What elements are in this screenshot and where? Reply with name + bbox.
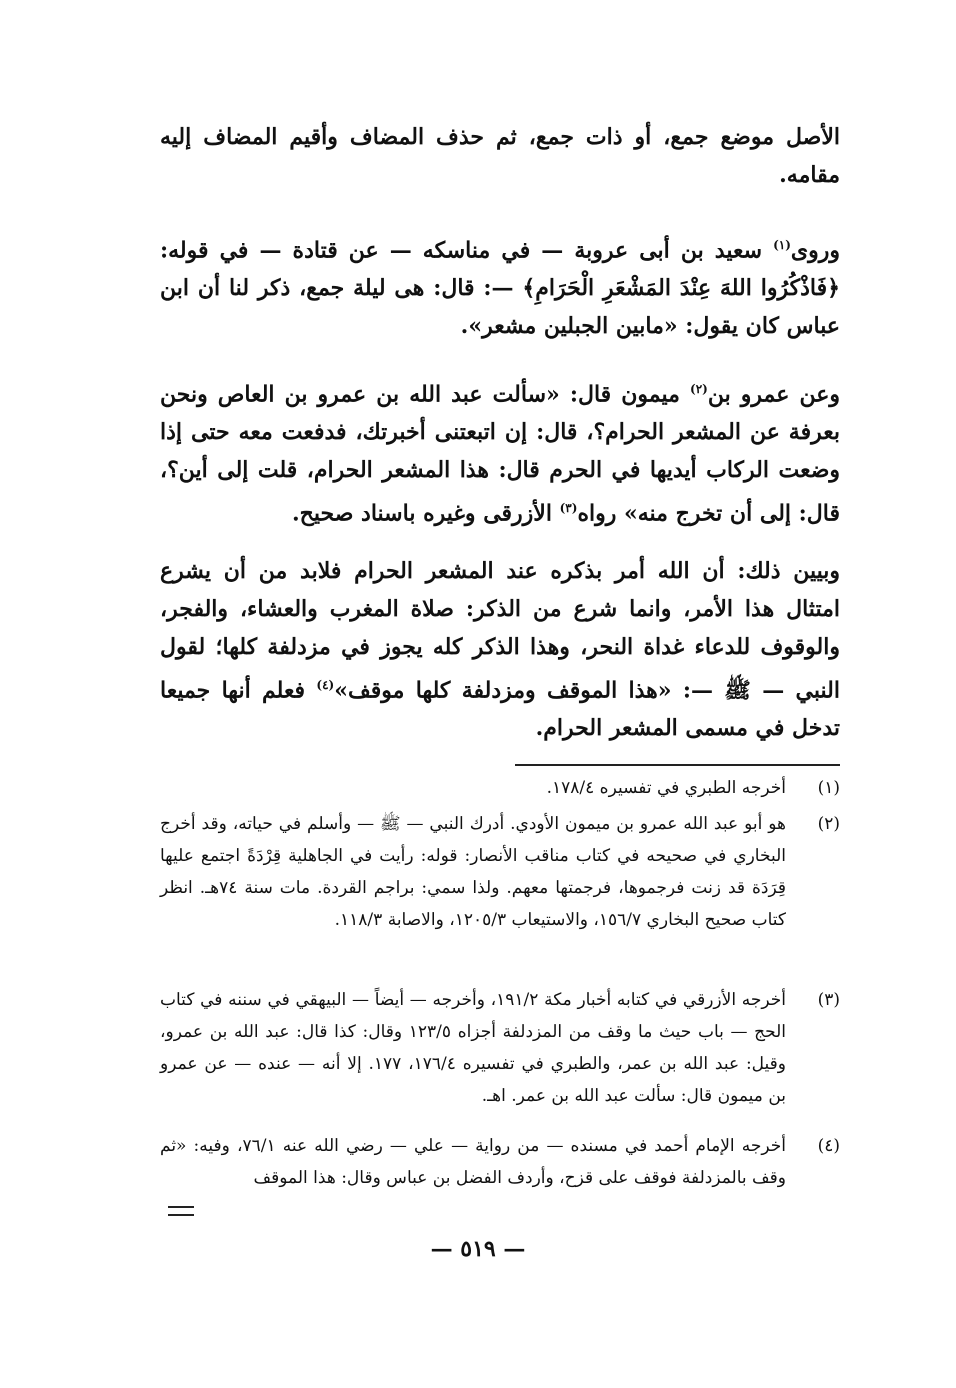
footnote-4 [160, 1130, 840, 1194]
paragraph-4-text-a: وبيين ذلك: أن الله أمر بذكره عند المشعر الحرام فلابد من أن يشرع امتثال هذا الأمر، وانما شرع من الذكر: صلاة المغرب والعشاء، والفجر، والوقوف للدعاء غداة النحر، وهذا الذكر كله يجوز في مزدلفة كلها؛ لقول النبي — ﷺ —: «هذا الموقف ومزدلفة كلها موقف» [160, 558, 840, 704]
footnote-ref-1[interactable]: (١) [773, 238, 791, 252]
footnote-text: هو أبو عبد الله عمرو بن ميمون الأودي. أدرك النبي — ﷺ — وأسلم في حياته، وقد أخرج البخاري في صحيحه في كتاب مناقب الأنصار: قوله: رأيت في الجاهلية قِرْدَةً اجتمع عليها قِرَدَة قد زنت فرجموها، فرجمتها معهم. ولذا سمي: براجم القردة. مات سنة ٧٤هـ. انظر كتاب صحيح البخاري ١٥٦/٧، والاستيعاب ١٢٠٥/٣، والاصابة ١١٨/٣. [160, 814, 786, 930]
paragraph-2 [160, 226, 840, 345]
footnote-divider [515, 764, 840, 766]
paragraph-2-text-b: سعيد بن أبى عروبة — في مناسكه — عن قتادة — في قوله: [160, 237, 774, 264]
footnote-number: (٤) [817, 1136, 840, 1156]
paragraph-4 [160, 552, 840, 747]
paragraph-1-text: الأصل موضع جمع، أو ذات جمع، ثم حذف المضاف وأقيم المضاف إليه مقامه. [160, 124, 840, 188]
footnote-3 [160, 984, 840, 1112]
paragraph-3-text-c: الأزرقى وغيره باسناد صحيح. [292, 500, 560, 527]
paragraph-3-text-a: وعن عمرو بن [707, 381, 840, 408]
page-number: — ٥١٩ — [430, 1236, 526, 1262]
footnote-number: (١) [817, 778, 840, 798]
footnote-text: أخرجه الأزرقي في كتابه أخبار مكة ١٩١/٢، وأخرجه — أيضاً — البيهقي في سننه في كتاب الحج — باب حيث ما وقف من المزدلفة أجزاه ١٢٣/٥ وقال: كذا قال: عبد الله بن عمرو، وقيل: عبد الله بن عمر، والطبري في تفسيره ١٧٦/٤، ١٧٧. إلا أنه — عنده — عن عمرو بن ميمون قال: سألت عبد الله بن عمر. اهـ. [160, 990, 787, 1106]
footnote-1 [160, 772, 840, 804]
paragraph-4-text-b: فعلم أنها جميعا تدخل في مسمى المشعر الحرام. [160, 677, 840, 742]
footnote-number: (٣) [817, 990, 840, 1010]
footnote-text: أخرجه الإمام أحمد في مسنده — من رواية — علي — رضي الله عنه ٧٦/١، وفيه: «ثم وقف بالمزدلفة فوقف على قزح، وأردف الفضل بن عباس وقال: هذا الموقف [160, 1136, 786, 1188]
footnote-ref-3[interactable]: (٣) [559, 501, 578, 516]
paragraph-2-text-a: وروى [790, 237, 840, 264]
footnote-number: (٢) [817, 814, 840, 834]
paragraph-3 [160, 370, 840, 533]
quran-verse: ﴿فَاذْكُرُوا اللهَ عِنْدَ المَشْعَرِ الْحَرَامِ﴾ [522, 275, 840, 302]
continuation-mark [168, 1206, 194, 1216]
footnote-2 [160, 808, 840, 936]
paragraph-3-text-b: ميمون قال: «سألت عبد الله بن عمرو بن العاص ونحن بعرفة عن المشعر الحرام؟، قال: إن اتبعتنى أخبرتك، فدفعت معه حتى إذا وضعت الركاب أيديها في الحرم قال: هذا المشعر الحرام، قلت إلى أين؟، قال: إلى أن تخرج منه» رواه [160, 381, 840, 527]
footnote-text: أخرجه الطبري في تفسيره ١٧٨/٤. [546, 778, 786, 798]
paragraph-2-text-c: —: قال: هى ليلة جمع، ذكر لنا أن ابن عباس كان يقول: «مابين الجبلين مشعر». [160, 275, 840, 340]
paragraph-1 [160, 118, 840, 194]
footnote-ref-2[interactable]: (٢) [690, 382, 708, 396]
footnote-ref-4[interactable]: (٤) [316, 678, 335, 692]
